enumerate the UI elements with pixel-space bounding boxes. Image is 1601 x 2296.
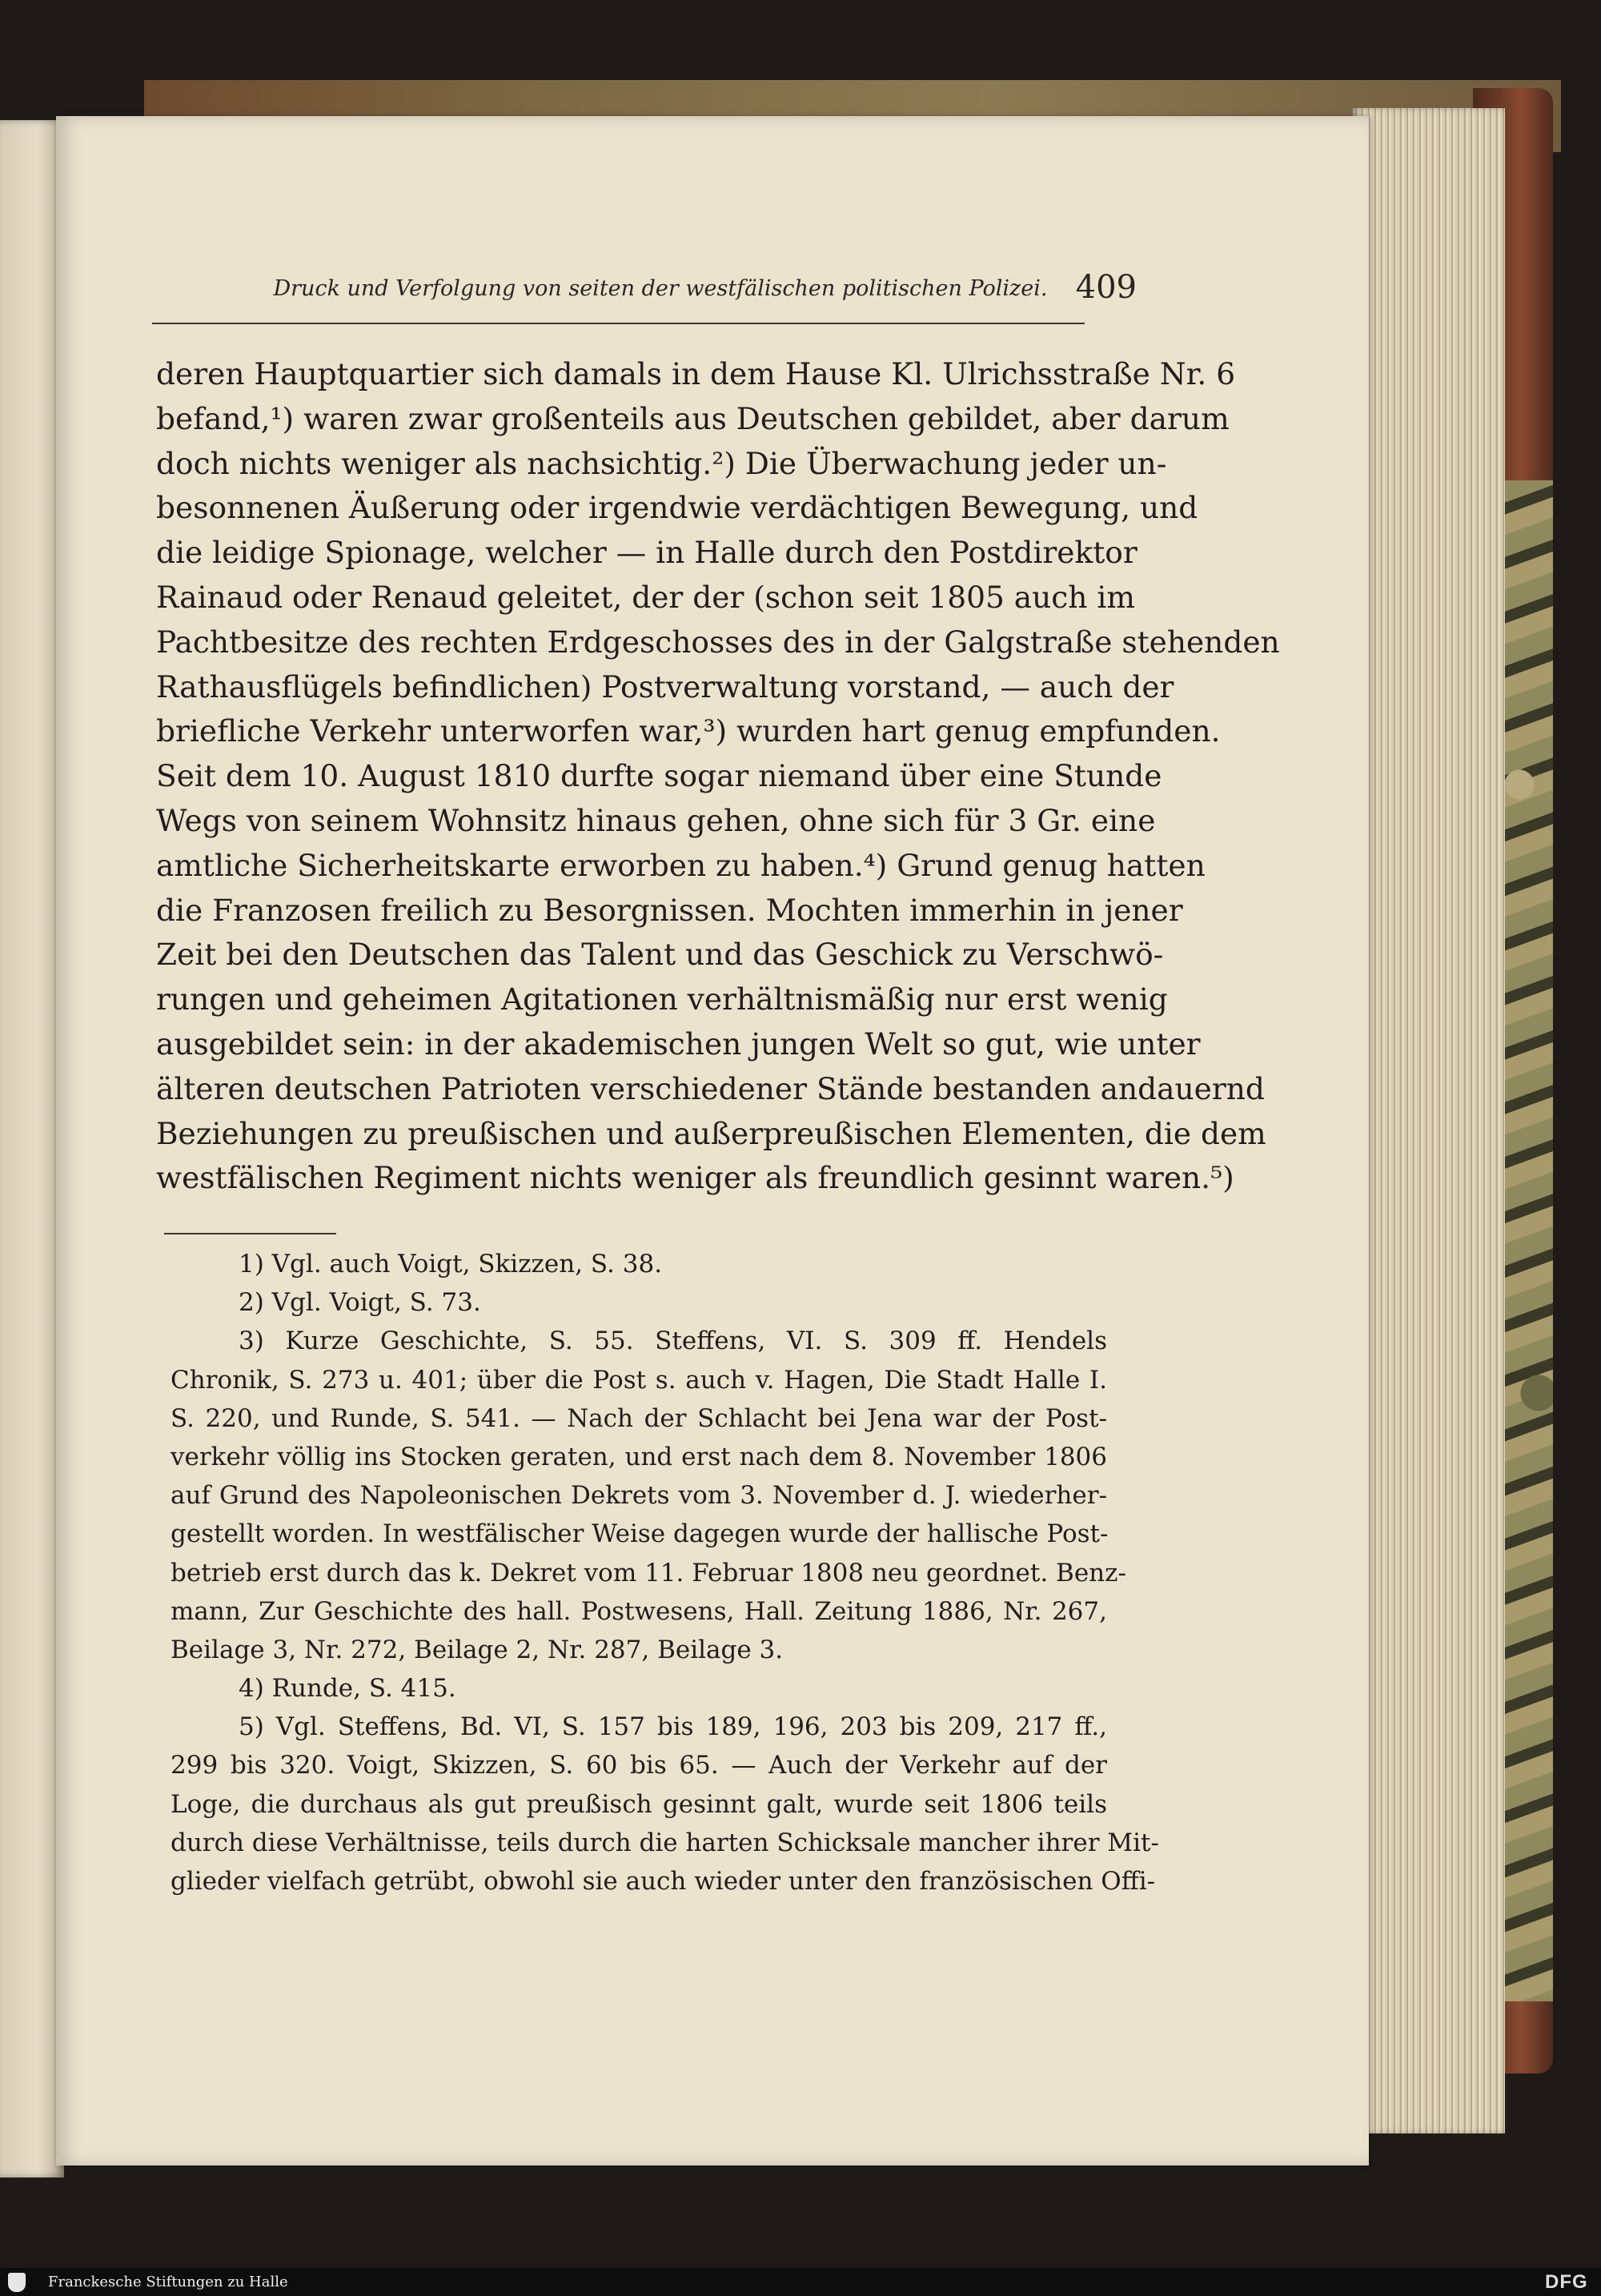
footnote-line: 299 bis 320. Voigt, Skizzen, S. 60 bis 65. — Auch der Verkehr auf der: [171, 1751, 1107, 1780]
body-line: die leidige Spionage, welcher — in Halle durch den Postdirektor: [156, 535, 1138, 571]
body-line: älteren deutschen Patrioten verschiedener Stände bestanden andauernd: [156, 1070, 1265, 1106]
footnote-line: gestellt worden. In westfälischer Weise dagegen wurde der hallische Post-: [171, 1519, 1109, 1549]
body-line: Beziehungen zu preußischen und außerpreußischen Elementen, die dem: [156, 1115, 1266, 1151]
footer-bar: [0, 2268, 1601, 2296]
body-line: westfälischen Regiment nichts weniger als freundlich gesinnt waren.⁵): [156, 1160, 1234, 1196]
body-line: rungen und geheimen Agitationen verhältnismäßig nur erst wenig: [156, 981, 1168, 1018]
footnote-line: 4) Runde, S. 415.: [239, 1674, 456, 1704]
page-block-edges: [1353, 108, 1505, 2133]
institution-name: Franckesche Stiftungen zu Halle: [48, 2274, 288, 2290]
footnote-line: 1) Vgl. auch Voigt, Skizzen, S. 38.: [239, 1250, 663, 1278]
body-line: Wegs von seinem Wohnsitz hinaus gehen, ohne sich für 3 Gr. eine: [156, 802, 1156, 838]
body-line: die Franzosen freilich zu Besorgnissen. Mochten immerhin in jener: [156, 892, 1183, 928]
footnote-line: auf Grund des Napoleonischen Dekrets vom 3. November d. J. wiederher-: [171, 1481, 1107, 1511]
body-line: briefliche Verkehr unterworfen war,³) wurden hart genug empfunden.: [156, 713, 1221, 749]
marbled-edge: [1505, 480, 1553, 2001]
body-line: Zeit bei den Deutschen das Talent und das Geschick zu Verschwö-: [156, 937, 1164, 973]
footnote-line: 5) Vgl. Steffens, Bd. VI, S. 157 bis 189, 196, 203 bis 209, 217 ff.,: [239, 1712, 1107, 1742]
running-head: Druck und Verfolgung von seiten der westfälischen politischen Polizei.: [273, 276, 1048, 301]
francke-foundations-logo-icon: [8, 2273, 26, 2292]
footnote-line: verkehr völlig ins Stocken geraten, und erst nach dem 8. November 1806: [171, 1442, 1107, 1471]
page-number: 409: [1075, 269, 1137, 306]
body-line: Rainaud oder Renaud geleitet, der der (schon seit 1805 auch im: [156, 579, 1135, 615]
body-line: amtliche Sicherheitskarte erworben zu haben.⁴) Grund genug hatten: [156, 847, 1206, 883]
body-line: Rathausflügels befindlichen) Postverwaltung vorstand, — auch der: [156, 668, 1174, 704]
footnote-line: 2) Vgl. Voigt, S. 73.: [239, 1288, 481, 1318]
body-line: deren Hauptquartier sich damals in dem Hause Kl. Ulrichsstraße Nr. 6: [156, 356, 1236, 391]
footnote-line: Loge, die durchaus als gut preußisch gesinnt galt, wurde seit 1806 teils: [171, 1789, 1107, 1819]
body-line: doch nichts weniger als nachsichtig.²) Die Überwachung jeder un-: [156, 445, 1167, 481]
footnote-line: betrieb erst durch das k. Dekret vom 11. Februar 1808 neu geordnet. Benz-: [171, 1558, 1126, 1588]
footnote-line: durch diese Verhältnisse, teils durch die harten Schicksale mancher ihrer Mit-: [171, 1828, 1159, 1857]
dfg-logo: DFG: [1545, 2271, 1588, 2293]
body-line: Pachtbesitze des rechten Erdgeschosses des in der Galgstraße stehenden: [156, 624, 1280, 660]
body-line: befand,¹) waren zwar großenteils aus Deutschen gebildet, aber darum: [156, 400, 1230, 436]
footnote-rule: [164, 1233, 336, 1234]
header-rule: [152, 323, 1085, 324]
body-text: [156, 352, 1280, 1201]
left-page-edge: [0, 120, 64, 2178]
footnote-line: 3) Kurze Geschichte, S. 55. Steffens, VI. S. 309 ff. Hendels: [239, 1327, 1107, 1356]
footnote-line: glieder vielfach getrübt, obwohl sie auch wieder unter den französischen Offi-: [171, 1867, 1156, 1896]
body-line: besonnenen Äußerung oder irgendwie verdächtigen Bewegung, und: [156, 490, 1198, 526]
body-line: Seit dem 10. August 1810 durfte sogar niemand über eine Stunde: [156, 758, 1162, 794]
footnote-line: S. 220, und Runde, S. 541. — Nach der Schlacht bei Jena war der Post-: [171, 1403, 1107, 1433]
footnote-line: Beilage 3, Nr. 272, Beilage 2, Nr. 287, Beilage 3.: [171, 1635, 784, 1664]
footnote-line: Chronik, S. 273 u. 401; über die Post s. auch v. Hagen, Die Stadt Halle I.: [171, 1365, 1107, 1395]
body-line: ausgebildet sein: in der akademischen jungen Welt so gut, wie unter: [156, 1026, 1201, 1062]
footnote-line: mann, Zur Geschichte des hall. Postwesens, Hall. Zeitung 1886, Nr. 267,: [171, 1596, 1107, 1626]
footnotes: [171, 1245, 1159, 1901]
